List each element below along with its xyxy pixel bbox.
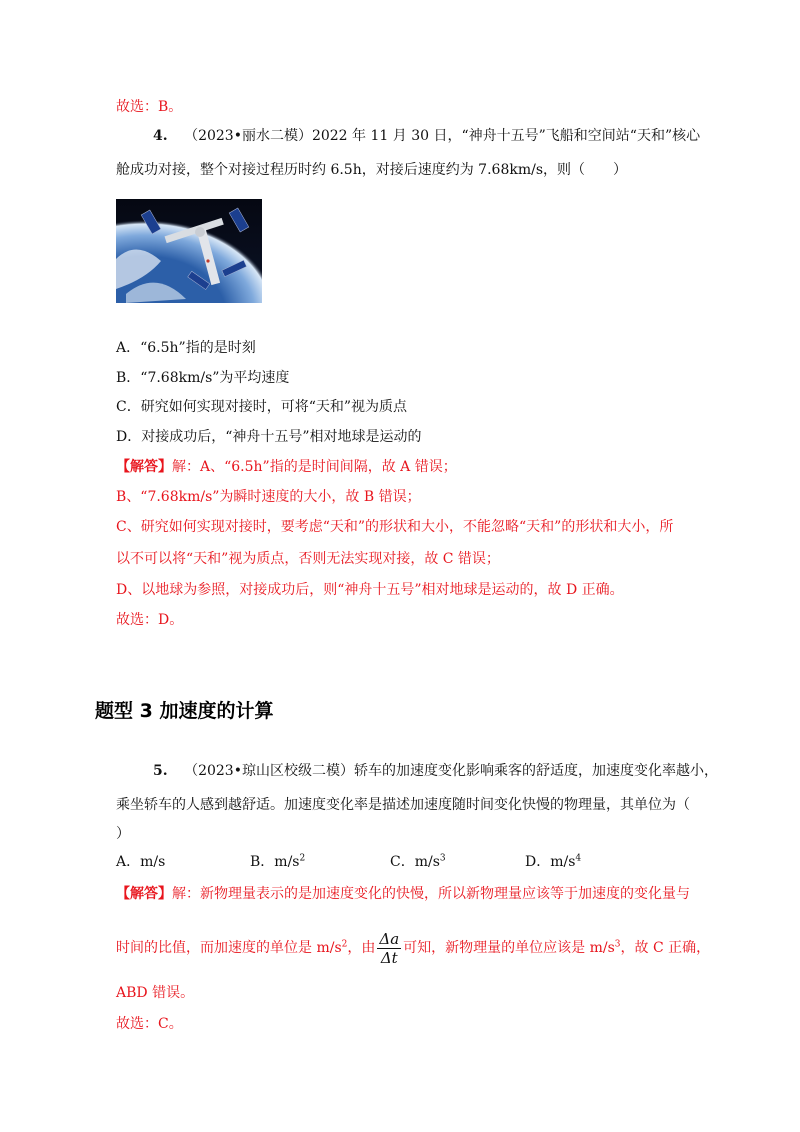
delta-a-over-delta-t-fraction: $\frac{\Delta a}{\Delta t}$	[379, 929, 400, 967]
question-5-text-1: （2023•琼山区校级二模）轿车的加速度变化影响乘客的舒适度，加速度变化率越小，	[184, 763, 718, 779]
question-4-answer: 故选：D。	[116, 612, 184, 628]
question-4-solution-line-2: B、“7.68km/s”为瞬时速度的大小，故 B 错误；	[116, 489, 421, 505]
question-4-text-1: （2023•丽水二模）2022 年 11 月 30 日，“神舟十五号”飞船和空间站“天和”核心	[184, 128, 701, 144]
question-5-option-d: D．$m/s^4$	[525, 853, 582, 870]
question-5-solution-line-1	[116, 885, 690, 903]
question-4-line-2: 舱成功对接，整个对接过程历时约 6.5h，对接后速度约为 7.68km/s，则（ ）	[116, 162, 628, 178]
question-4-solution-line-5: D、以地球为参照，对接成功后，则“神舟十五号”相对地球是运动的，故 D 正确。	[116, 582, 624, 598]
question-5-solution-line-2: 时间的比值，而加速度的单位是 $m/s^2$，由 $\frac{\Delta a}{\Delta t}$ 可知，新物理量的单位应该是 $m/s^3$，故 C 正确，	[116, 929, 711, 967]
question-5-answer: 故选：C。	[116, 1016, 183, 1032]
section-heading: 题型 3 加速度的计算	[95, 700, 274, 722]
question-4-option-c: C．研究如何实现对接时，可将“天和”视为质点	[116, 399, 408, 415]
question-5-line-1	[153, 762, 718, 780]
solution-text: 解：A、“6.5h”指的是时间间隔，故 A 错误；	[172, 459, 457, 475]
question-5-option-b: B．$m/s^2$	[250, 853, 306, 870]
solution-tag: 【解答】	[116, 459, 172, 475]
solution-text: 解：新物理量表示的是加速度变化的快慢，所以新物理量应该等于加速度的变化量与	[172, 886, 690, 902]
question-4-line-1	[153, 127, 700, 145]
space-station-image	[116, 199, 262, 303]
solution-tag: 【解答】	[116, 886, 172, 902]
question-4-option-a: A．“6.5h”指的是时刻	[116, 340, 256, 356]
question-4-solution-line-1	[116, 458, 457, 476]
question-5-line-2: 乘坐轿车的人感到越舒适。加速度变化率是描述加速度随时间变化快慢的物理量，其单位为（	[116, 797, 690, 813]
question-4-number: 4.	[153, 128, 168, 144]
question-4-option-d: D．对接成功后，“神舟十五号”相对地球是运动的	[116, 429, 422, 445]
question-5-number: 5.	[153, 763, 168, 779]
question-4-solution-line-3: C、研究如何实现对接时，要考虑“天和”的形状和大小，不能忽略“天和”的形状和大小，所	[116, 519, 674, 535]
question-5-line-3: ）	[116, 826, 130, 842]
question-4-option-b: B．“7.68km/s”为平均速度	[116, 370, 290, 386]
previous-answer: 故选：B。	[116, 99, 183, 115]
question-4-solution-line-4: 以不可以将“天和”视为质点，否则无法实现对接，故 C 错误；	[116, 551, 500, 567]
question-5-solution-line-3: ABD 错误。	[116, 985, 195, 1001]
question-5-option-c: C．$m/s^3$	[390, 853, 446, 870]
question-5-option-a: A．m/s	[116, 854, 166, 870]
